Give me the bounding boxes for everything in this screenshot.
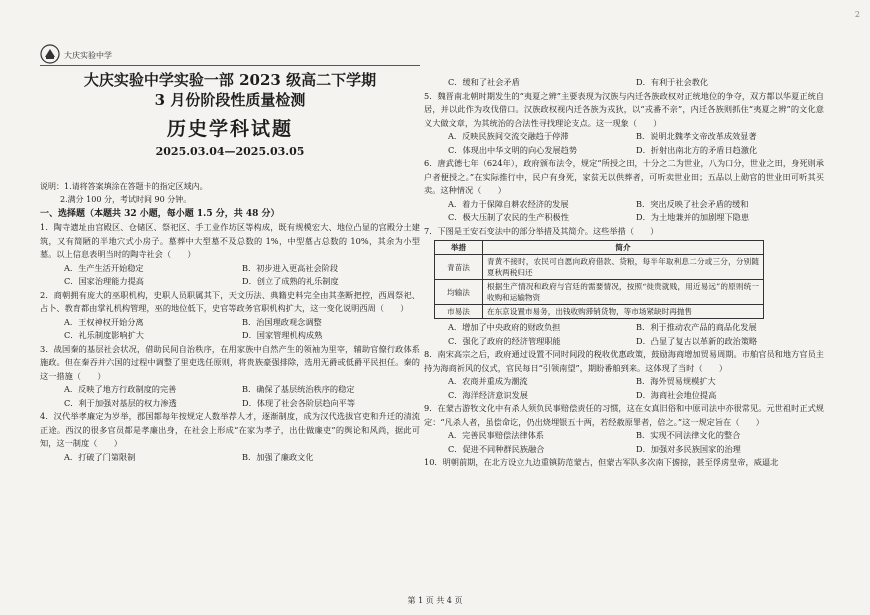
question-9 xyxy=(424,402,824,456)
option: C．体现出中华文明的向心发展趋势 xyxy=(448,144,578,155)
question-stem: 7．下图是王安石变法中的部分举措及其简介。这些举措（ ） xyxy=(424,225,659,236)
option: A．完善民事赔偿法律体系 xyxy=(448,430,544,440)
question-options xyxy=(424,429,824,456)
question-stem: 5．魏晋南北朝时期发生的“夷夏之辨”主要表现为汉族与内迁各族政权对正统地位的争夺，双方都以华夏正统自居，并以此作为攻伐借口。汉族政权视内迁各族为戎狄，以“戎番不亲”，内迁各族则抓住“夷夏之辨”的文化意义大做文章，为其统治的合法性寻找理论支点。这一现象（ ） xyxy=(424,90,824,128)
question-options xyxy=(424,321,824,348)
table-row xyxy=(435,305,764,319)
reform-table xyxy=(434,240,764,319)
exam-date: 2025.03.04—2025.03.05 xyxy=(155,145,305,158)
question-2 xyxy=(40,289,420,343)
option: D．为土地兼并的加剧埋下隐患 xyxy=(636,212,750,222)
question-6 xyxy=(424,157,824,225)
exam-title-line2: 3 月份阶段性质量检测 xyxy=(154,91,306,109)
corner-mark: 2 xyxy=(854,10,860,19)
table-cell: 在东京设置市易务，出钱收购滞销货物，等市场紧缺时再抛售 xyxy=(483,305,764,319)
option: D．体现了社会各阶层趋向平等 xyxy=(242,397,356,408)
question-stem: 1．陶寺遗址由宫殿区、仓储区、祭祀区、手工业作坊区等构成，既有规模宏大、地位凸显的宫殿分土建筑，又有简陋的半地穴式小房子。墓葬中大型墓不及总数的 1%，中型墓占总数的 10%，其余为小型墓。以上信息表明当时的陶寺社会（ ） xyxy=(40,222,420,259)
option: B．初步进入更高社会阶段 xyxy=(242,262,339,273)
option: C．海洋经济意识发展 xyxy=(448,389,528,400)
option: B．突出反映了社会矛盾的缓和 xyxy=(636,198,749,209)
question-options xyxy=(40,262,420,289)
table-header: 举措 xyxy=(435,241,483,255)
option: D．创立了成熟的礼乐制度 xyxy=(242,276,339,286)
option: C．缓和了社会矛盾 xyxy=(448,77,520,87)
left-column xyxy=(40,70,420,464)
exam-title-line1: 大庆实验中学实验一部 2023 级高二下学期 xyxy=(83,71,377,89)
option: A．反映民族间交流交融趋于停滞 xyxy=(448,131,569,141)
question-stem: 9．在蒙古游牧文化中有杀人须负民事赔偿责任的习惯，这在女真旧俗和中原司法中亦很常见。元世祖时正式规定：“凡杀人者，虽偿命讫，仍出烧埋银五十两，若经赦原罪者，倍之。”这一规定旨在（ ） xyxy=(424,403,824,427)
instruction-line: 2.满分 100 分，考试时间 90 分钟。 xyxy=(60,195,192,204)
table-cell: 青苗法 xyxy=(435,255,483,280)
question-options xyxy=(40,451,420,465)
question-stem: 8．南宋高宗之后，政府通过设置不同时间段的税收优惠政策，鼓励海商增加贸易周期。市舶官员和地方官员主持为海商祈风的仪式，官民每日“引领南望”，期盼番舶到来。这体现了当时（ ） xyxy=(424,349,824,373)
question-stem: 2．商朝拥有庞大的巫职机构，史职人员职属其下，天文历法、典籍史料完全由其垄断把控，西周祭祀、占卜、教育都由掌礼机构管理，巫的地位低下，史官等政务官职机构扩大，这一变化说明西周（ ） xyxy=(40,289,420,313)
question-options xyxy=(40,383,420,410)
question-3 xyxy=(40,343,420,411)
option: D．海商社会地位提高 xyxy=(636,389,717,400)
question-stem: 6．唐武德七年（624年），政府颁布法令，规定“所授之田，十分之二为世业，八为口分，世业之田，身死则承户者便授之。”在实际推行中，民户有身死，家贫无以供葬者，可听卖世业田；五品以上勋官的世业田可听其买卖。这种情况（ ） xyxy=(424,158,824,195)
question-options xyxy=(424,375,824,402)
option: A．增加了中央政府的财政负担 xyxy=(448,322,561,332)
option: D．国家管理机构成熟 xyxy=(242,330,323,340)
question-4 xyxy=(40,410,420,464)
question-stem: 10．明朝前期，在北方设立九边重镇防范蒙古，但蒙古军队多次南下掳掠，甚至俘虏皇帝，威逼北 xyxy=(424,457,779,467)
question-options xyxy=(424,130,824,157)
question-options xyxy=(40,316,420,343)
option: C．礼乐制度影响扩大 xyxy=(64,330,144,340)
table-cell: 市易法 xyxy=(435,305,483,319)
option: A．打破了门第限制 xyxy=(64,451,136,462)
option: A．王权神权开始分离 xyxy=(64,316,144,327)
question-5 xyxy=(424,90,824,158)
table-header: 简介 xyxy=(483,241,764,255)
question-8 xyxy=(424,348,824,402)
option: A．反映了地方行政制度的完善 xyxy=(64,384,177,394)
option: D．折射出南北方的矛盾日趋激化 xyxy=(636,144,758,155)
option: C．极大压制了农民的生产积极性 xyxy=(448,212,569,222)
option: C．国家治理能力提高 xyxy=(64,276,144,286)
question-stem: 3．战国秦的基层社会状况，借助民间自治秩序，在用家族中自然产生的领袖为里宰，辅助官僚行政体系施政。但在秦吞并六国的过程中调整了里吏选任原则，将贵族豪强排除，选用无爵或低爵平民担任。秦的这一措施（ ） xyxy=(40,343,420,381)
option: A．生产生活开始稳定 xyxy=(64,262,144,273)
school-logo-icon xyxy=(40,44,60,64)
option: B．加强了廉政文化 xyxy=(242,451,314,462)
option: B．海外贸易规模扩大 xyxy=(636,376,716,386)
table-row xyxy=(435,280,764,305)
question-stem: 4．汉代举孝廉定为岁举，郡国都每年按规定人数举荐人才，逐渐制度，成为汉代选拔官吏和升迁的清流正途。西汉的很多官员都是孝廉出身，在社会上形成“在家为孝子，出仕做廉吏”的舆论和风尚，据此可知，这一制度（ ） xyxy=(40,411,420,448)
option: B．利于推动农产品的商品化发展 xyxy=(636,322,757,332)
option: A．农商并重成为潮流 xyxy=(448,376,528,386)
option: B．确保了基层统治秩序的稳定 xyxy=(242,384,355,394)
right-column xyxy=(424,76,824,470)
instructions xyxy=(40,180,420,206)
option: D．有利于社会教化 xyxy=(636,77,709,87)
page-header xyxy=(40,44,420,66)
table-cell: 根据生产情况和政府与宫廷的需要情况，按照“徙贵就贱，用近易远”的原则统一收购和运输物资 xyxy=(483,280,764,305)
option: B．说明北魏孝文帝改革成效显著 xyxy=(636,131,757,141)
option: C．利于加强对基层的权力渗透 xyxy=(64,397,177,408)
option: D．凸显了复古以革新的政治策略 xyxy=(636,335,758,346)
question-options xyxy=(424,198,824,225)
option: A．着力于保障自耕农经济的发展 xyxy=(448,198,569,209)
table-row xyxy=(435,255,764,280)
page-footer: 第 1 页 共 4 页 xyxy=(407,596,463,605)
option: B．治国理政观念调整 xyxy=(242,316,322,327)
option: C．促进不同种群民族融合 xyxy=(448,443,545,454)
exam-subject: 历史学科试题 xyxy=(166,118,293,140)
question-7 xyxy=(424,225,824,349)
school-name: 大庆实验中学 xyxy=(64,51,112,60)
table-cell: 青黄不接时，农民可自愿向政府借款、贷粮，每半年取利息二分或三分，分别随夏秋两税归还 xyxy=(483,255,764,280)
section-heading: 一、选择题（本题共 32 小题，每小题 1.5 分，共 48 分） xyxy=(40,209,280,219)
table-cell: 均输法 xyxy=(435,280,483,305)
question-4-options-cont xyxy=(424,76,824,90)
question-1 xyxy=(40,221,420,289)
question-10 xyxy=(424,456,824,470)
table-header-row xyxy=(435,241,764,255)
instruction-line: 说明：1.请将答案填涂在答题卡的指定区域内。 xyxy=(40,182,208,191)
option: D．加强对多民族国家的治理 xyxy=(636,443,741,454)
option: C．强化了政府的经济管理职能 xyxy=(448,335,561,346)
option: B．实现不同法律文化的整合 xyxy=(636,430,741,440)
